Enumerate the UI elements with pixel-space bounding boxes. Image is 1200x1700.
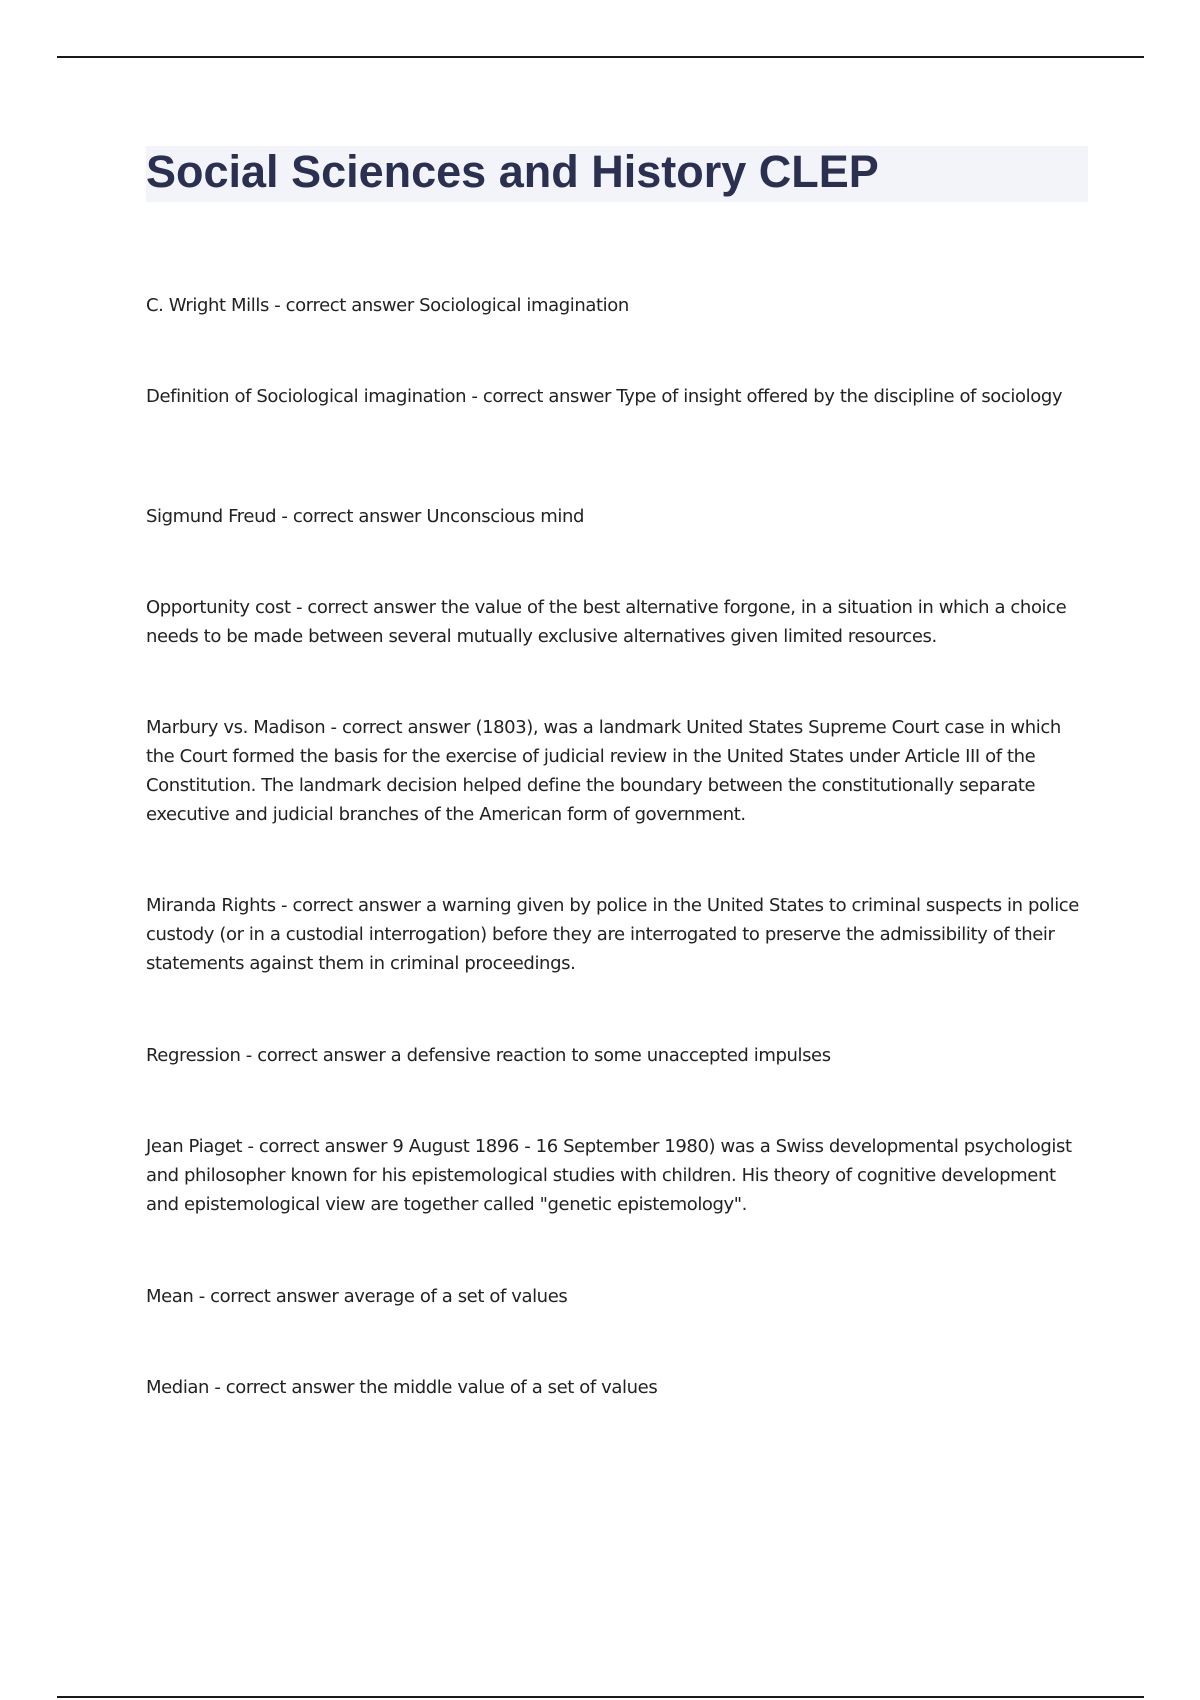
qa-entry: Mean - correct answer average of a set of values xyxy=(146,1286,568,1307)
page-title: Social Sciences and History CLEP xyxy=(146,146,879,197)
qa-entry: C. Wright Mills - correct answer Sociological imagination xyxy=(146,295,629,316)
top-divider xyxy=(57,56,1144,58)
qa-entry: Median - correct answer the middle value of a set of values xyxy=(146,1377,658,1398)
bottom-divider xyxy=(57,1696,1144,1698)
qa-entry: Jean Piaget - correct answer 9 August 1896 - 16 September 1980) was a Swiss developmental psychologist and philosopher known for his epistemological studies with children. His theory of cognitive development and epistemological view are together called "genetic epistemology". xyxy=(146,1136,1072,1215)
qa-entry: Opportunity cost - correct answer the value of the best alternative forgone, in a situation in which a choice needs to be made between several mutually exclusive alternatives given limited resources. xyxy=(146,597,1067,647)
qa-entry: Definition of Sociological imagination - correct answer Type of insight offered by the discipline of sociology xyxy=(146,386,1063,407)
qa-entry: Regression - correct answer a defensive reaction to some unaccepted impulses xyxy=(146,1045,831,1066)
qa-entry: Marbury vs. Madison - correct answer (1803), was a landmark United States Supreme Court case in which the Court formed the basis for the exercise of judicial review in the United States under Article III of the Constitution. The landmark decision helped define the boundary between the constitutionally separate executive and judicial branches of the American form of government. xyxy=(146,717,1061,825)
qa-entry: Miranda Rights - correct answer a warning given by police in the United States to criminal suspects in police custody (or in a custodial interrogation) before they are interrogated to preserve the admissibility of their statements against them in criminal proceedings. xyxy=(146,895,1079,974)
qa-entry: Sigmund Freud - correct answer Unconscious mind xyxy=(146,506,584,527)
